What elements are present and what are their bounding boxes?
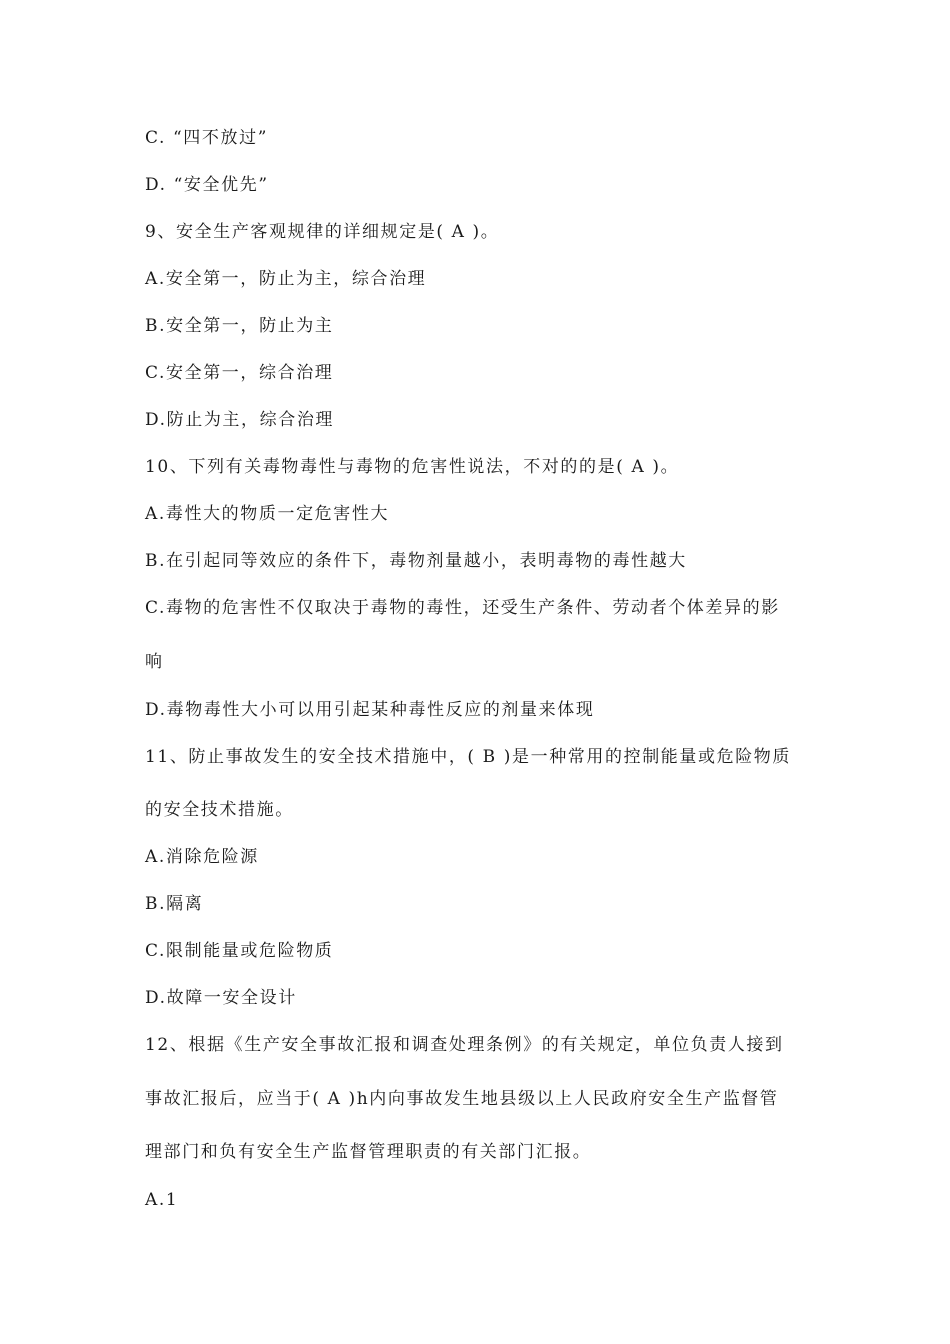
option-b-q9: B.安全第一，防止为主: [145, 316, 334, 336]
option-c-q11: C.限制能量或危险物质: [145, 941, 334, 961]
option-b-q11: B.隔离: [145, 894, 204, 914]
question-11: 11、防止事故发生的安全技术措施中，( B )是一种常用的控制能量或危险物质: [145, 747, 791, 767]
option-a-q9: A.安全第一，防止为主，综合治理: [145, 269, 427, 289]
question-12-line-3: 理部门和负有安全生产监督管理职责的有关部门汇报。: [145, 1142, 592, 1162]
option-d-q11: D.故障一安全设计: [145, 988, 297, 1008]
question-10: 10、下列有关毒物毒性与毒物的危害性说法，不对的的是( A )。: [145, 457, 680, 477]
option-a-q11: A.消除危险源: [145, 847, 259, 867]
option-a-q12: A.1: [145, 1190, 179, 1210]
option-d-q10: D.毒物毒性大小可以用引起某种毒性反应的剂量来体现: [145, 700, 595, 720]
question-11-continued: 的安全技术措施。: [145, 800, 294, 820]
option-c-q8: C. “四不放过”: [145, 128, 268, 148]
option-b-q10: B.在引起同等效应的条件下，毒物剂量越小，表明毒物的毒性越大: [145, 551, 687, 571]
question-9: 9、安全生产客观规律的详细规定是( A )。: [145, 222, 500, 242]
question-12: 12、根据《生产安全事故汇报和调查处理条例》的有关规定，单位负责人接到: [145, 1035, 784, 1055]
option-c-q9: C.安全第一，综合治理: [145, 363, 334, 383]
option-c-q10: C.毒物的危害性不仅取决于毒物的毒性，还受生产条件、劳动者个体差异的影: [145, 598, 780, 618]
question-12-line-2: 事故汇报后，应当于( A )h内向事故发生地县级以上人民政府安全生产监督管: [145, 1089, 779, 1109]
option-d-q8: D. “安全优先”: [145, 175, 269, 195]
option-d-q9: D.防止为主，综合治理: [145, 410, 335, 430]
option-a-q10: A.毒性大的物质一定危害性大: [145, 504, 390, 524]
option-c-q10-continued: 响: [145, 652, 164, 672]
